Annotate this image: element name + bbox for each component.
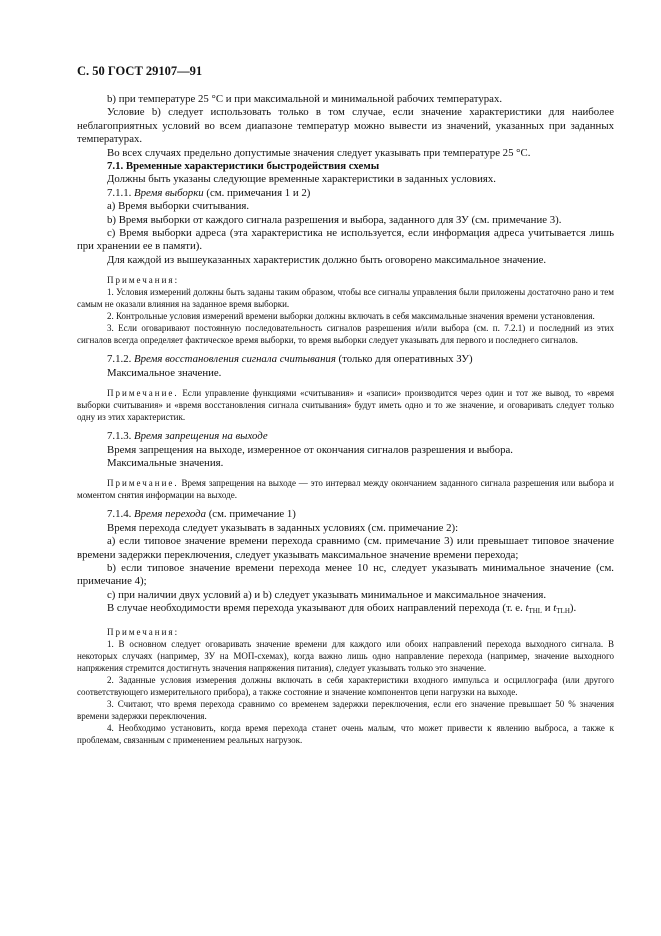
notes-title: Примечания:: [107, 275, 180, 286]
note: [77, 477, 614, 501]
paragraph: b) при температуре 25 °С и при максимальной и минимальной рабочих температурах.: [107, 93, 503, 105]
note-item: 3. Считают, что время перехода сравнимо со временем задержки переключения, если его значение превышает 50 % значения времени задержки переключения.: [77, 698, 614, 721]
note-item: 2. Заданные условия измерения должны включать в себя характеристики входного импульса и осциллографа (или другого соответствующего измерительного прибора), а также состояние и значение компонентов цепи нагрузки на выходе.: [77, 674, 614, 697]
paragraph: Время перехода следует указывать в заданных условиях (см. примечание 2):: [107, 521, 459, 534]
section-title: Время перехода: [134, 508, 207, 521]
note-label: Примечание.: [107, 388, 179, 399]
section-note: (см. примечание 1): [206, 508, 296, 521]
symbol: t: [553, 602, 557, 615]
paragraph: Во всех случаях предельно допустимые значения следует указывать при температуре 25 °С.: [107, 146, 531, 159]
note-text: Если управление функциями «считывания» и «записи» производится через один и тот же вывод, то «время выборки считывания» и «время восстановления сигнала считывания» будут иметь одно и то же значение, и оговаривать следует только одну из этих характеристик.: [77, 388, 614, 423]
section-number: 7.1.2.: [107, 353, 132, 366]
section-7-1-2-heading: [77, 353, 614, 366]
section-number: 7.1.: [107, 160, 124, 173]
note-item: 1. В основном следует оговаривать значение времени для каждого или обоих направлений перехода выходного сигнала. В некоторых случаях (например, ЗУ на МОП-схемах), когда важно лишь одно направление перехода (например, значение выходного напряжения стремится достигнуть значения напряжения питания), следует указывать только это значение.: [77, 638, 614, 673]
document-body: [77, 93, 614, 746]
section-title: Время выборки: [134, 186, 204, 199]
list-item: a) если типовое значение времени перехода сравнимо (см. примечание 3) или превышает типовое значение времени задержки переключения, следует указывать максимальное значение времени перехода;: [77, 535, 614, 561]
paragraph: Время запрещения на выходе, измеренное от окончания сигналов разрешения и выбора.: [107, 443, 513, 456]
notes-title: Примечания:: [107, 626, 180, 637]
note-label: Примечание.: [107, 478, 179, 489]
section-7-1-4-heading: [77, 508, 614, 521]
list-item: c) Время выборки адреса (эта характеристика не используется, если информация адреса учитывается лишь при хранении ее в памяти).: [77, 227, 614, 253]
section-number: 7.1.3.: [107, 430, 132, 443]
paragraph: [77, 602, 614, 618]
note-item: 4. Необходимо установить, когда время перехода станет очень малым, что может привести к явлению выброса, а также к проблемам, связанным с применением реальных нагрузок.: [77, 722, 614, 745]
text-fragment: В случае необходимости время перехода указывают для обоих направлений перехода (т. е.: [107, 602, 526, 615]
note-item: 2. Контрольные условия измерений времени выборки должны включать в себя максимальные значения времени установления.: [107, 311, 595, 322]
paragraph: Условие b) следует использовать только в том случае, если значение характеристики для наиболее неблагоприятных условий во всем диапазоне температур можно вывести из значений, указанных при заданных температурах.: [77, 106, 614, 146]
subscript: TLH: [556, 607, 570, 616]
list-item: a) Время выборки считывания.: [107, 200, 250, 213]
note: [77, 387, 614, 423]
section-title: Время запрещения на выходе: [134, 430, 268, 443]
section-number: 7.1.1.: [107, 186, 132, 199]
paragraph: Максимальные значения.: [107, 456, 224, 469]
section-note: (см. примечания 1 и 2): [203, 186, 311, 199]
subscript: THL: [528, 607, 543, 616]
paragraph: Максимальное значение.: [107, 366, 222, 379]
section-title: Время восстановления сигнала считывания: [134, 353, 336, 366]
note-item: 1. Условия измерений должны быть заданы таким образом, чтобы все сигналы управления были приложены достаточно рано и тем самым не оказали влияния на заданное время выборки.: [77, 287, 614, 310]
paragraph: Для каждой из вышеуказанных характеристик должно быть оговорено максимальное значение.: [107, 253, 547, 266]
text-fragment: ).: [569, 602, 577, 615]
list-item: b) если типовое значение времени перехода менее 10 нс, следует указывать минимальное значение (см. примечание 4);: [77, 561, 614, 588]
text-fragment: и: [542, 602, 554, 615]
page-header: С. 50 ГОСТ 29107—91: [77, 64, 203, 78]
symbol: t: [525, 602, 529, 615]
section-7-1-1-heading: [77, 187, 614, 200]
list-item: b) Время выборки от каждого сигнала разрешения и выбора, заданного для ЗУ (см. примечание 3).: [107, 213, 562, 226]
section-7-1-heading: [77, 160, 614, 173]
section-title: Временные характеристики быстродействия схемы: [125, 160, 380, 173]
list-item: c) при наличии двух условий a) и b) следует указывать минимальное и максимальное значения.: [107, 588, 547, 601]
section-note: (только для оперативных ЗУ): [335, 353, 473, 366]
paragraph: Должны быть указаны следующие временные характеристики в заданных условиях.: [107, 173, 496, 186]
section-7-1-3-heading: [77, 430, 614, 443]
note-text: Время запрещения на выходе — это интервал между окончанием заданного сигнала разрешения или выбора и моментом снятия информации на выходе.: [77, 478, 614, 501]
note-item: 3. Если оговаривают постоянную последовательность сигналов разрешения и/или выбора (см. п. 7.2.1) и последний из этих сигналов всегда определяет фактическое время выборки, то время выборки следует указывать для первого и последнего сигналов.: [77, 323, 614, 346]
section-number: 7.1.4.: [107, 508, 132, 521]
